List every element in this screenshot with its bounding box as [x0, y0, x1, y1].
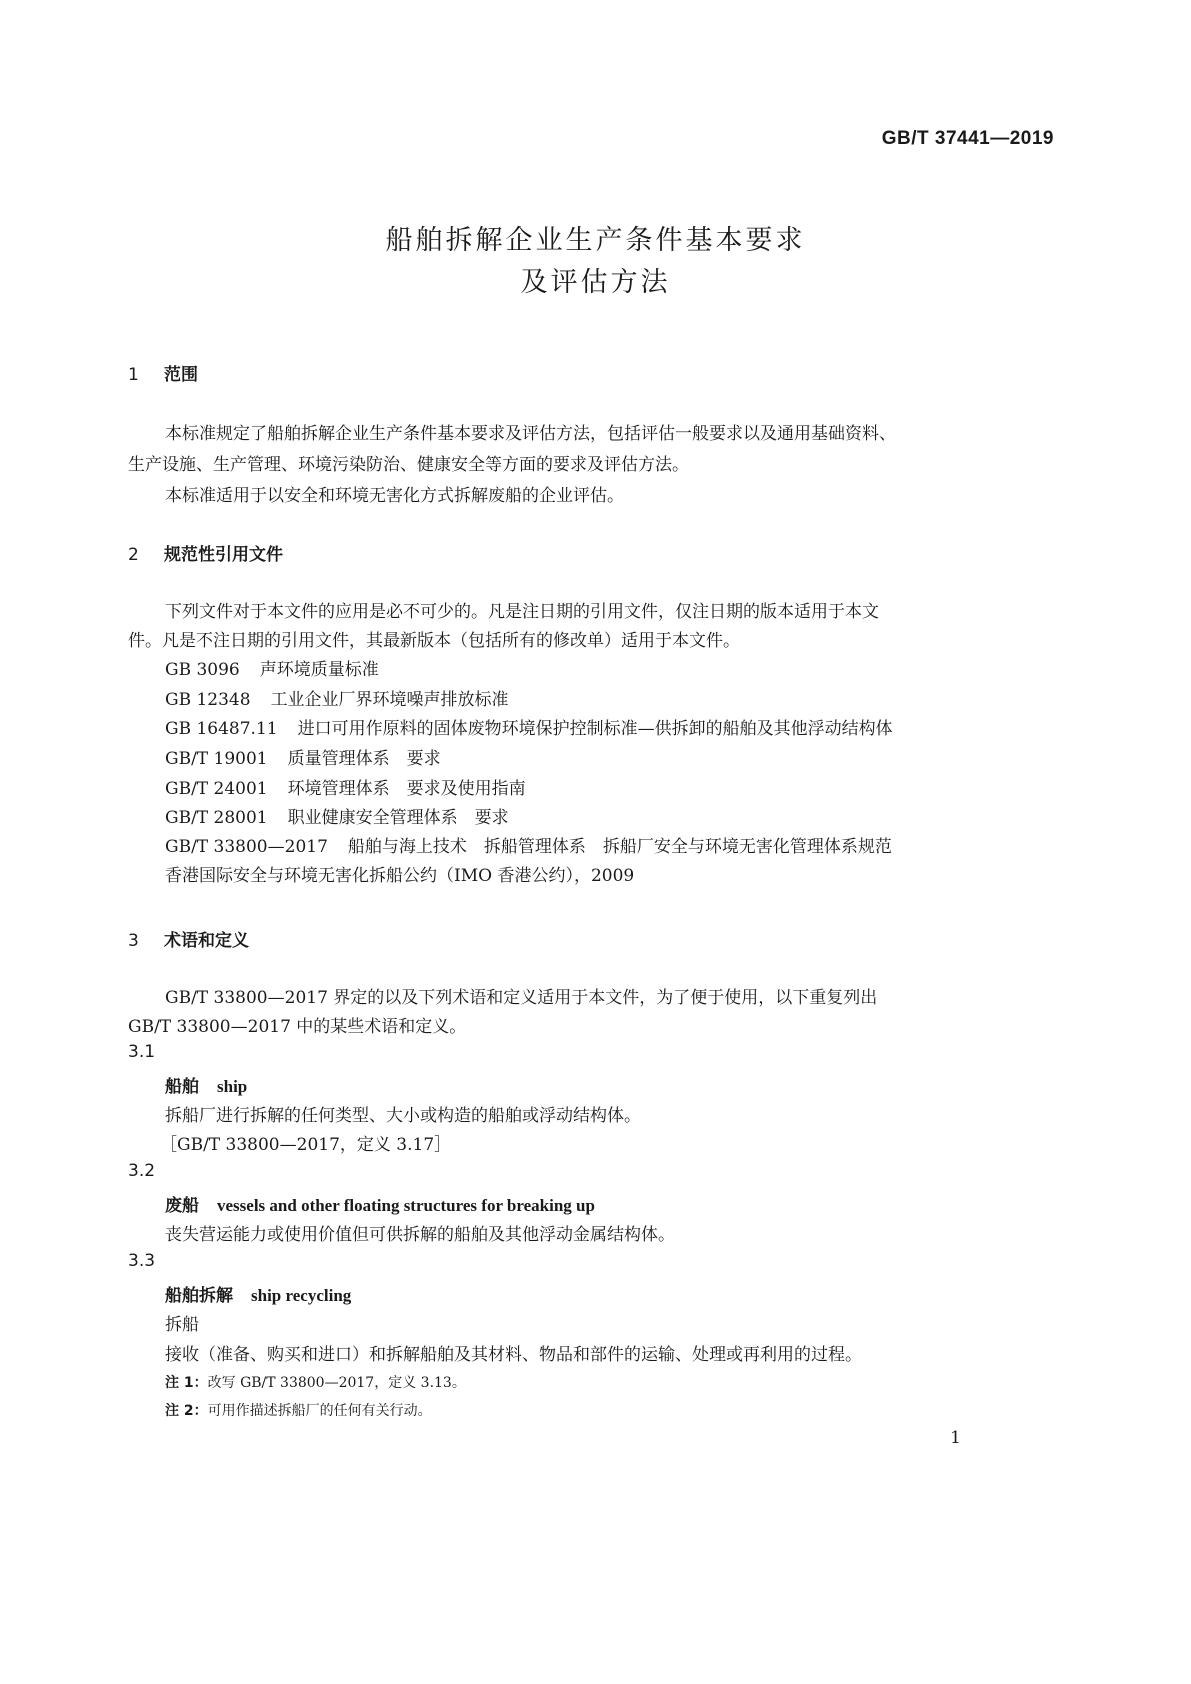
- reference-title: 质量管理体系 要求: [287, 749, 441, 769]
- term-en: ship: [217, 1077, 248, 1096]
- note-text: 改写 GB/T 33800—2017，定义 3.13。: [207, 1375, 466, 1391]
- section-1-para1-line2: 生产设施、生产管理、环境污染防治、健康安全等方面的要求及评估方法。: [128, 455, 689, 475]
- reference-item: [165, 803, 509, 828]
- reference-item: [165, 832, 892, 857]
- section-1-heading: [128, 360, 198, 385]
- term-number: 3.1: [128, 1042, 156, 1062]
- term-heading: [165, 1281, 351, 1306]
- reference-item: [165, 744, 441, 769]
- section-3-intro-line2: GB/T 33800—2017 中的某些术语和定义。: [128, 1017, 467, 1037]
- term-definition: 接收（准备、购买和进口）和拆解船舶及其材料、物品和部件的运输、处理或再利用的过程。: [165, 1345, 862, 1365]
- note-label: 注 2：: [165, 1403, 208, 1419]
- reference-item: [165, 774, 526, 799]
- reference-title: 工业企业厂界环境噪声排放标准: [270, 690, 509, 710]
- reference-item: [165, 655, 379, 680]
- term-zh: 废船: [165, 1196, 199, 1216]
- note-2: [165, 1400, 432, 1420]
- reference-code: GB/T 33800—2017: [165, 837, 328, 857]
- section-3-intro-line1: GB/T 33800—2017 界定的以及下列术语和定义适用于本文件，为了便于使用，以下重复列出: [165, 988, 878, 1008]
- section-1-para2: 本标准适用于以安全和环境无害化方式拆解废船的企业评估。: [165, 486, 624, 506]
- term-heading: [165, 1072, 247, 1097]
- term-zh: 船舶: [165, 1077, 199, 1097]
- term-zh: 船舶拆解: [165, 1286, 233, 1306]
- note-1: [165, 1372, 466, 1392]
- section-2-intro-line2: 件。凡是不注日期的引用文件，其最新版本（包括所有的修改单）适用于本文件。: [128, 631, 740, 651]
- reference-title: 环境管理体系 要求及使用指南: [287, 779, 526, 799]
- reference-title: 船舶与海上技术 拆船管理体系 拆船厂安全与环境无害化管理体系规范: [347, 837, 892, 857]
- term-source: ［GB/T 33800—2017，定义 3.17］: [160, 1135, 452, 1155]
- section-title: 术语和定义: [164, 931, 249, 951]
- section-1-para1-line1: 本标准规定了船舶拆解企业生产条件基本要求及评估方法，包括评估一般要求以及通用基础资料、: [165, 424, 896, 444]
- reference-code: GB/T 19001: [165, 749, 268, 769]
- term-heading: [165, 1191, 595, 1216]
- reference-code: GB 3096: [165, 660, 240, 680]
- term-number: 3.3: [128, 1251, 156, 1271]
- term-synonym: 拆船: [165, 1315, 199, 1335]
- term-definition: 丧失营运能力或使用价值但可供拆解的船舶及其他浮动金属结构体。: [165, 1225, 675, 1245]
- page-number: 1: [950, 1428, 961, 1448]
- reference-code: GB 16487.11: [165, 719, 278, 739]
- reference-code: GB 12348: [165, 690, 251, 710]
- reference-title: 进口可用作原料的固体废物环境保护控制标准—供拆卸的船舶及其他浮动结构体: [297, 719, 893, 739]
- section-2-heading: [128, 540, 283, 565]
- reference-item: [165, 685, 509, 710]
- note-label: 注 1：: [165, 1375, 208, 1391]
- standard-number: GB/T 37441—2019: [881, 128, 1054, 149]
- section-title: 规范性引用文件: [164, 545, 283, 565]
- reference-title: 声环境质量标准: [259, 660, 379, 680]
- reference-code: GB/T 24001: [165, 779, 268, 799]
- term-en: vessels and other floating structures for breaking up: [217, 1196, 595, 1215]
- term-en: ship recycling: [251, 1286, 352, 1305]
- reference-code: GB/T 28001: [165, 808, 268, 828]
- reference-title: 职业健康安全管理体系 要求: [287, 808, 509, 828]
- section-number: 3: [128, 931, 139, 951]
- section-3-heading: [128, 926, 249, 951]
- reference-item: [165, 714, 893, 739]
- document-title-line1: 船舶拆解企业生产条件基本要求: [385, 225, 806, 256]
- section-number: 2: [128, 545, 139, 565]
- reference-convention: 香港国际安全与环境无害化拆船公约（IMO 香港公约），2009: [165, 866, 635, 886]
- section-title: 范围: [164, 365, 198, 385]
- term-definition: 拆船厂进行拆解的任何类型、大小或构造的船舶或浮动结构体。: [165, 1106, 641, 1126]
- document-title-line2: 及评估方法: [520, 267, 671, 298]
- section-number: 1: [128, 365, 139, 385]
- term-number: 3.2: [128, 1161, 156, 1181]
- section-2-intro-line1: 下列文件对于本文件的应用是必不可少的。凡是注日期的引用文件，仅注日期的版本适用于本文: [165, 602, 879, 622]
- note-text: 可用作描述拆船厂的任何有关行动。: [207, 1403, 432, 1419]
